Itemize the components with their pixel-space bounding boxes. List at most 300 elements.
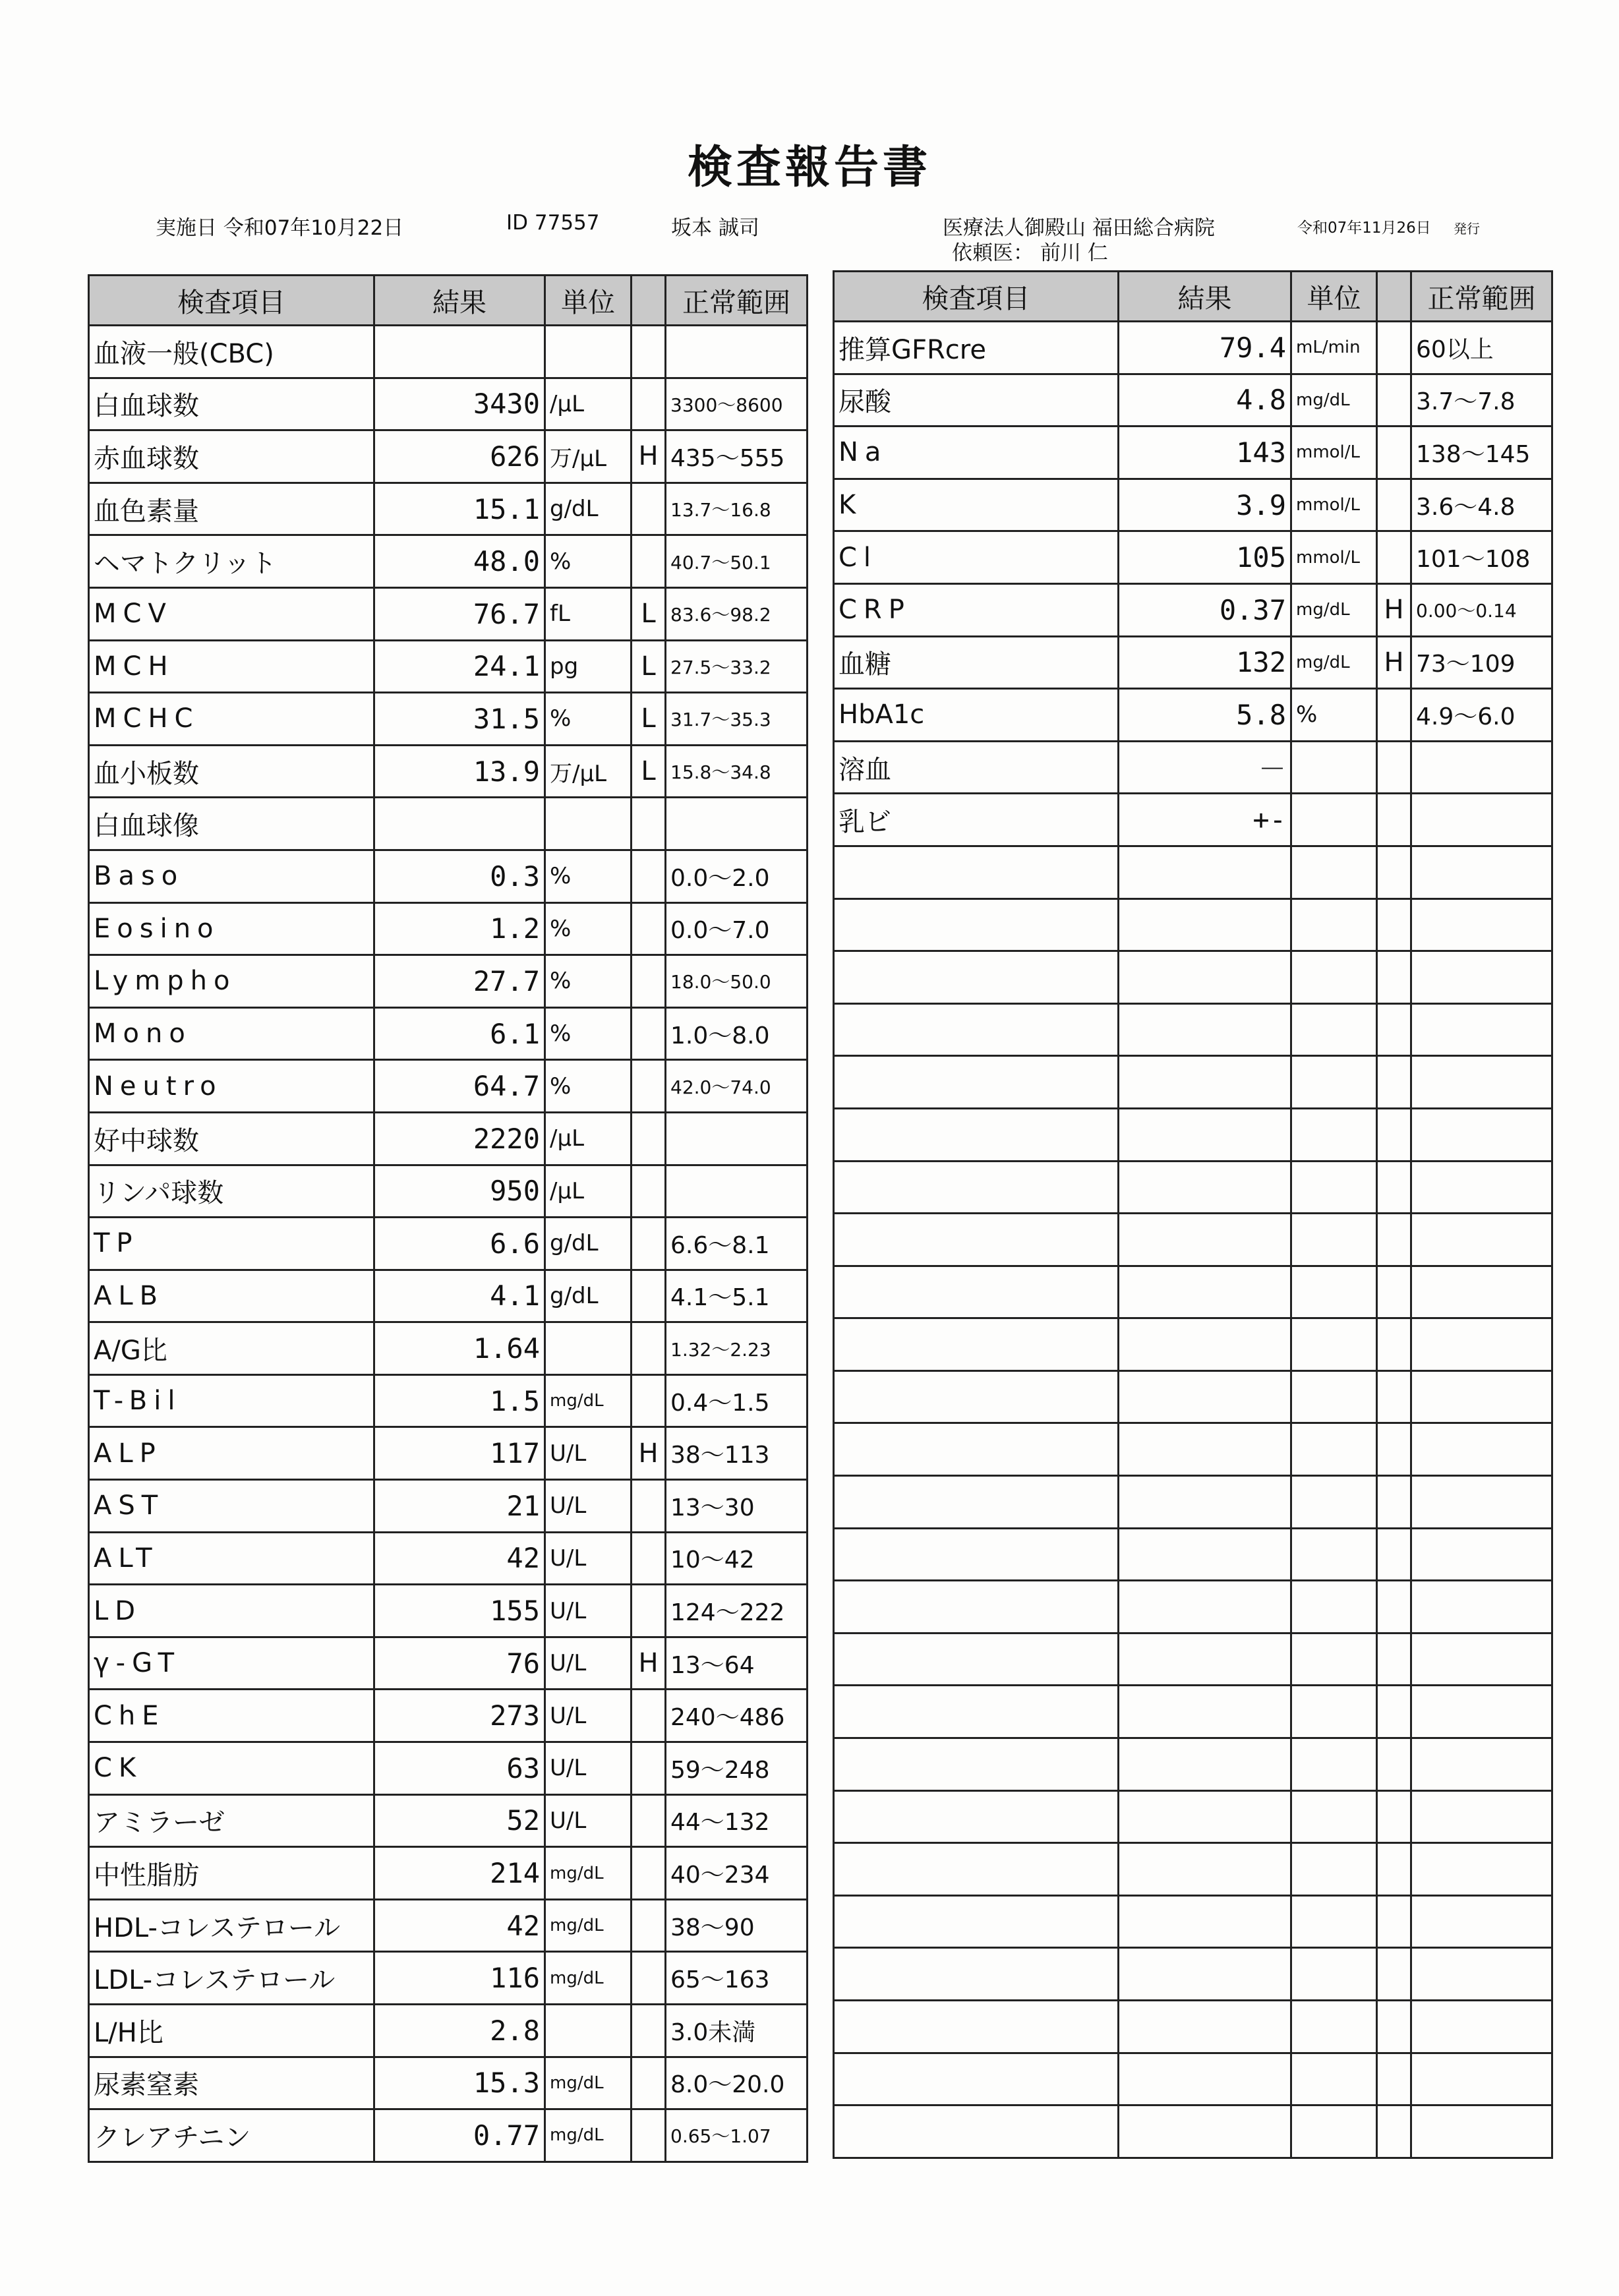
table-row	[89, 1427, 808, 1480]
empty-row	[834, 2053, 1552, 2105]
test-unit: U/L	[545, 1794, 632, 1847]
test-flag	[1377, 741, 1411, 794]
test-unit: U/L	[545, 1637, 632, 1690]
test-result-value: 626	[374, 430, 545, 483]
test-normal-range: 40～234	[666, 1847, 808, 1900]
empty-cell	[834, 951, 1119, 1004]
test-result-value: 1.64	[374, 1322, 545, 1375]
empty-cell	[834, 2001, 1119, 2053]
empty-cell	[834, 846, 1119, 898]
empty-cell	[1411, 1895, 1552, 1948]
patient-id: ID 77557	[506, 211, 600, 235]
empty-cell	[1411, 1108, 1552, 1161]
table-row	[834, 583, 1552, 636]
empty-cell	[1119, 1686, 1291, 1738]
empty-cell	[1377, 1423, 1411, 1476]
test-flag	[632, 2109, 666, 2162]
test-item-name: Lympho	[89, 955, 374, 1008]
empty-cell	[1119, 1948, 1291, 2001]
empty-cell	[1291, 2105, 1377, 2158]
table-row	[834, 636, 1552, 689]
empty-row	[834, 1108, 1552, 1161]
exam-date: 実施日 令和07年10月22日	[156, 216, 404, 240]
test-result-value: +-	[1119, 794, 1291, 846]
test-unit: %	[545, 535, 632, 588]
test-item-name: 推算GFRcre	[834, 322, 1119, 374]
empty-cell	[834, 1423, 1119, 1476]
empty-cell	[1119, 1318, 1291, 1371]
empty-cell	[834, 1266, 1119, 1318]
table-row	[89, 2005, 808, 2057]
table-row	[89, 1585, 808, 1637]
test-result-value: 0.77	[374, 2109, 545, 2162]
empty-cell	[1377, 1370, 1411, 1423]
empty-cell	[1119, 1214, 1291, 1266]
empty-cell	[1377, 1161, 1411, 1214]
test-result-value: 21	[374, 1480, 545, 1533]
test-normal-range: 3300～8600	[666, 378, 808, 430]
test-unit	[545, 326, 632, 378]
test-normal-range: 65～163	[666, 1952, 808, 2005]
table-row	[834, 427, 1552, 479]
test-flag: H	[632, 1637, 666, 1690]
empty-cell	[834, 1476, 1119, 1529]
test-normal-range: 13.7～16.8	[666, 483, 808, 535]
test-result-value: 143	[1119, 427, 1291, 479]
test-unit: %	[545, 955, 632, 1008]
test-item-name: 血色素量	[89, 483, 374, 535]
empty-cell	[1119, 846, 1291, 898]
empty-cell	[1377, 1318, 1411, 1371]
empty-cell	[1291, 1003, 1377, 1056]
empty-cell	[1291, 1214, 1377, 1266]
test-flag	[632, 378, 666, 430]
test-flag	[632, 902, 666, 955]
empty-cell	[1377, 1056, 1411, 1109]
empty-row	[834, 1948, 1552, 2001]
test-normal-range: 1.0～8.0	[666, 1007, 808, 1060]
test-item-name: Neutro	[89, 1060, 374, 1113]
empty-cell	[1119, 1738, 1291, 1791]
issue-label: 発行	[1454, 221, 1480, 237]
test-flag	[1377, 794, 1411, 846]
table-row	[834, 689, 1552, 742]
test-item-name: HbA1c	[834, 689, 1119, 742]
test-item-name: LDL-コレステロール	[89, 1952, 374, 2005]
test-unit	[1291, 794, 1377, 846]
empty-row	[834, 1738, 1552, 1791]
test-unit: mg/dL	[545, 1952, 632, 2005]
test-normal-range: 1.32～2.23	[666, 1322, 808, 1375]
test-flag: L	[632, 745, 666, 798]
table-row	[834, 741, 1552, 794]
test-unit: /μL	[545, 1165, 632, 1218]
test-result-value: 76	[374, 1637, 545, 1690]
empty-cell	[1411, 1633, 1552, 1686]
test-flag	[1377, 322, 1411, 374]
empty-cell	[1119, 1370, 1291, 1423]
test-normal-range: 101～108	[1411, 531, 1552, 584]
test-normal-range: 60以上	[1411, 322, 1552, 374]
test-flag	[632, 798, 666, 850]
test-item-name: 乳ビ	[834, 794, 1119, 846]
test-item-name: 尿素窒素	[89, 2057, 374, 2109]
table-row	[89, 1270, 808, 1322]
test-normal-range: 38～113	[666, 1427, 808, 1480]
test-item-name: AST	[89, 1480, 374, 1533]
empty-row	[834, 1003, 1552, 1056]
test-unit: mg/dL	[545, 2057, 632, 2109]
test-result-value: 5.8	[1119, 689, 1291, 742]
test-normal-range: 0.0～2.0	[666, 850, 808, 902]
empty-cell	[1291, 1161, 1377, 1214]
table-row	[89, 1322, 808, 1375]
test-flag: H	[1377, 636, 1411, 689]
test-normal-range: 0.00～0.14	[1411, 583, 1552, 636]
test-result-value: 6.6	[374, 1218, 545, 1270]
test-result-value: 24.1	[374, 640, 545, 693]
test-item-name: MCV	[89, 587, 374, 640]
test-unit: /μL	[545, 378, 632, 430]
empty-cell	[1291, 2053, 1377, 2105]
test-unit: %	[545, 1060, 632, 1113]
test-normal-range: 4.9～6.0	[1411, 689, 1552, 742]
test-flag	[1377, 427, 1411, 479]
test-result-value: 105	[1119, 531, 1291, 584]
test-flag	[1377, 374, 1411, 427]
test-normal-range: 27.5～33.2	[666, 640, 808, 693]
test-result-value: 117	[374, 1427, 545, 1480]
test-item-name: 溶血	[834, 741, 1119, 794]
test-item-name: 血液一般(CBC)	[89, 326, 374, 378]
empty-cell	[1119, 951, 1291, 1004]
empty-cell	[1411, 1581, 1552, 1634]
empty-cell	[834, 1895, 1119, 1948]
empty-cell	[1291, 846, 1377, 898]
test-flag	[632, 1847, 666, 1900]
empty-cell	[1119, 1528, 1291, 1581]
test-result-value: 0.3	[374, 850, 545, 902]
table-row	[834, 479, 1552, 531]
test-result-value: 2.8	[374, 2005, 545, 2057]
test-result-value: 155	[374, 1585, 545, 1637]
empty-cell	[1119, 1108, 1291, 1161]
test-result-value: 13.9	[374, 745, 545, 798]
test-item-name: MCH	[89, 640, 374, 693]
test-flag: H	[632, 1427, 666, 1480]
test-item-name: L/H比	[89, 2005, 374, 2057]
col-header-unit: 単位	[1291, 272, 1377, 322]
test-flag	[632, 955, 666, 1008]
test-unit: U/L	[545, 1742, 632, 1795]
empty-row	[834, 2105, 1552, 2158]
test-normal-range: 38～90	[666, 1899, 808, 1952]
table-row	[89, 902, 808, 955]
empty-cell	[1291, 1895, 1377, 1948]
empty-cell	[1119, 1843, 1291, 1896]
empty-cell	[1119, 1476, 1291, 1529]
test-flag	[632, 2005, 666, 2057]
test-normal-range: 83.6～98.2	[666, 587, 808, 640]
empty-cell	[1291, 1581, 1377, 1634]
test-result-value: 31.5	[374, 693, 545, 746]
empty-cell	[1119, 1266, 1291, 1318]
empty-cell	[1291, 1738, 1377, 1791]
empty-row	[834, 898, 1552, 951]
test-result-value: 79.4	[1119, 322, 1291, 374]
test-flag	[632, 1742, 666, 1795]
empty-row	[834, 1581, 1552, 1634]
empty-cell	[834, 2105, 1119, 2158]
table-row	[89, 2109, 808, 2162]
test-result-value: 63	[374, 1742, 545, 1795]
empty-cell	[834, 1108, 1119, 1161]
table-row	[89, 745, 808, 798]
empty-cell	[834, 1581, 1119, 1634]
test-flag	[632, 1007, 666, 1060]
col-header-flag	[632, 276, 666, 326]
empty-cell	[1411, 846, 1552, 898]
test-normal-range: 240～486	[666, 1690, 808, 1742]
table-row	[89, 1742, 808, 1795]
test-result-value: 6.1	[374, 1007, 545, 1060]
table-row	[89, 1847, 808, 1900]
table-row	[89, 1112, 808, 1165]
test-unit: g/dL	[545, 1218, 632, 1270]
empty-cell	[1411, 1266, 1552, 1318]
empty-cell	[1291, 1948, 1377, 2001]
test-normal-range: 31.7～35.3	[666, 693, 808, 746]
table-row	[89, 1374, 808, 1427]
test-item-name: LD	[89, 1585, 374, 1637]
empty-cell	[1411, 2053, 1552, 2105]
empty-cell	[1119, 2105, 1291, 2158]
test-flag	[632, 1060, 666, 1113]
test-normal-range	[666, 1165, 808, 1218]
test-flag	[632, 535, 666, 588]
empty-cell	[1377, 1895, 1411, 1948]
test-normal-range	[666, 1112, 808, 1165]
test-result-value: 273	[374, 1690, 545, 1742]
test-unit: 万/μL	[545, 745, 632, 798]
test-normal-range: 3.6～4.8	[1411, 479, 1552, 531]
test-result-value: 15.1	[374, 483, 545, 535]
table-row	[89, 1007, 808, 1060]
empty-cell	[1377, 1843, 1411, 1896]
test-result-value	[374, 798, 545, 850]
test-flag: H	[1377, 583, 1411, 636]
test-normal-range: 0.65～1.07	[666, 2109, 808, 2162]
col-header-unit: 単位	[545, 276, 632, 326]
test-flag	[1377, 689, 1411, 742]
test-unit: U/L	[545, 1480, 632, 1533]
empty-cell	[1377, 846, 1411, 898]
col-header-flag	[1377, 272, 1411, 322]
test-normal-range	[1411, 794, 1552, 846]
test-flag	[632, 1690, 666, 1742]
test-result-value: 76.7	[374, 587, 545, 640]
empty-cell	[1119, 1161, 1291, 1214]
table-row	[89, 850, 808, 902]
empty-cell	[1411, 1528, 1552, 1581]
empty-cell	[1119, 1423, 1291, 1476]
test-flag	[632, 1899, 666, 1952]
test-item-name: MCHC	[89, 693, 374, 746]
test-normal-range	[666, 326, 808, 378]
table-row	[89, 1899, 808, 1952]
test-result-value: 64.7	[374, 1060, 545, 1113]
test-result-value: 950	[374, 1165, 545, 1218]
test-unit	[545, 1322, 632, 1375]
test-unit: mg/dL	[1291, 583, 1377, 636]
test-unit: %	[545, 1007, 632, 1060]
test-unit: %	[545, 693, 632, 746]
test-normal-range: 3.7～7.8	[1411, 374, 1552, 427]
empty-cell	[1411, 898, 1552, 951]
table-row	[89, 1480, 808, 1533]
requesting-doctor: 依頼医： 前川 仁	[952, 241, 1108, 265]
test-result-value: 42	[374, 1899, 545, 1952]
test-result-value: 15.3	[374, 2057, 545, 2109]
test-item-name: T-Bil	[89, 1374, 374, 1427]
empty-row	[834, 1370, 1552, 1423]
test-item-name: ChE	[89, 1690, 374, 1742]
test-normal-range: 138～145	[1411, 427, 1552, 479]
empty-cell	[1377, 1790, 1411, 1843]
test-result-value: 42	[374, 1532, 545, 1585]
test-normal-range: 42.0～74.0	[666, 1060, 808, 1113]
test-unit: %	[545, 902, 632, 955]
empty-cell	[1119, 2001, 1291, 2053]
test-unit: %	[545, 850, 632, 902]
test-result-value: 1.2	[374, 902, 545, 955]
test-unit: U/L	[545, 1690, 632, 1742]
test-unit: fL	[545, 587, 632, 640]
table-row	[89, 640, 808, 693]
test-flag	[632, 850, 666, 902]
table-row	[834, 531, 1552, 584]
empty-cell	[834, 1003, 1119, 1056]
test-unit: U/L	[545, 1532, 632, 1585]
empty-cell	[1119, 1633, 1291, 1686]
empty-cell	[1119, 2053, 1291, 2105]
empty-cell	[1377, 1738, 1411, 1791]
empty-row	[834, 1790, 1552, 1843]
empty-cell	[1411, 1423, 1552, 1476]
empty-cell	[834, 1318, 1119, 1371]
test-normal-range: 59～248	[666, 1742, 808, 1795]
empty-cell	[1411, 1370, 1552, 1423]
empty-row	[834, 951, 1552, 1004]
test-normal-range	[1411, 741, 1552, 794]
empty-cell	[834, 1843, 1119, 1896]
test-item-name: A/G比	[89, 1322, 374, 1375]
col-header-result: 結果	[374, 276, 545, 326]
test-normal-range: 40.7～50.1	[666, 535, 808, 588]
test-flag	[632, 1165, 666, 1218]
empty-cell	[1411, 1686, 1552, 1738]
table-row	[834, 322, 1552, 374]
test-flag	[632, 326, 666, 378]
empty-cell	[1411, 951, 1552, 1004]
test-unit: mg/dL	[545, 2109, 632, 2162]
table-row	[89, 535, 808, 588]
table-row	[89, 1952, 808, 2005]
empty-row	[834, 1161, 1552, 1214]
table-row	[89, 1165, 808, 1218]
test-flag	[632, 1794, 666, 1847]
test-item-name: 白血球数	[89, 378, 374, 430]
col-header-range: 正常範囲	[1411, 272, 1552, 322]
test-item-name: Eosino	[89, 902, 374, 955]
empty-cell	[1377, 1686, 1411, 1738]
test-flag	[632, 1112, 666, 1165]
empty-cell	[1377, 1948, 1411, 2001]
empty-cell	[1291, 1686, 1377, 1738]
test-unit: U/L	[545, 1585, 632, 1637]
empty-cell	[834, 1370, 1119, 1423]
test-unit: mmol/L	[1291, 531, 1377, 584]
empty-cell	[1377, 1581, 1411, 1634]
empty-cell	[834, 1528, 1119, 1581]
test-flag	[632, 1480, 666, 1533]
table-row	[89, 1532, 808, 1585]
test-flag	[1377, 479, 1411, 531]
test-unit: %	[1291, 689, 1377, 742]
empty-cell	[1377, 1266, 1411, 1318]
table-row	[89, 326, 808, 378]
test-flag	[632, 1532, 666, 1585]
test-normal-range: 18.0～50.0	[666, 955, 808, 1008]
test-normal-range: 0.4～1.5	[666, 1374, 808, 1427]
empty-cell	[834, 1056, 1119, 1109]
empty-cell	[1377, 1214, 1411, 1266]
table-row	[89, 1218, 808, 1270]
empty-cell	[834, 1948, 1119, 2001]
table-row	[89, 430, 808, 483]
table-row	[89, 798, 808, 850]
table-header-row	[834, 272, 1552, 322]
test-unit: 万/μL	[545, 430, 632, 483]
empty-cell	[834, 1686, 1119, 1738]
test-unit: mL/min	[1291, 322, 1377, 374]
test-item-name: HDL-コレステロール	[89, 1899, 374, 1952]
test-normal-range: 73～109	[1411, 636, 1552, 689]
test-flag	[1377, 531, 1411, 584]
report-title: 検査報告書	[687, 142, 931, 194]
empty-row	[834, 1476, 1552, 1529]
table-row	[89, 1637, 808, 1690]
empty-cell	[1291, 1318, 1377, 1371]
table-row	[834, 794, 1552, 846]
empty-cell	[1377, 2001, 1411, 2053]
test-item-name: Baso	[89, 850, 374, 902]
empty-cell	[834, 898, 1119, 951]
empty-cell	[1377, 1476, 1411, 1529]
test-unit: mg/dL	[545, 1374, 632, 1427]
empty-row	[834, 2001, 1552, 2053]
empty-row	[834, 1686, 1552, 1738]
test-item-name: 中性脂肪	[89, 1847, 374, 1900]
test-flag	[632, 1322, 666, 1375]
test-result-value: 48.0	[374, 535, 545, 588]
empty-cell	[834, 1161, 1119, 1214]
test-item-name: ALP	[89, 1427, 374, 1480]
test-flag	[632, 1218, 666, 1270]
test-result-value	[374, 326, 545, 378]
test-unit: mmol/L	[1291, 427, 1377, 479]
empty-row	[834, 846, 1552, 898]
